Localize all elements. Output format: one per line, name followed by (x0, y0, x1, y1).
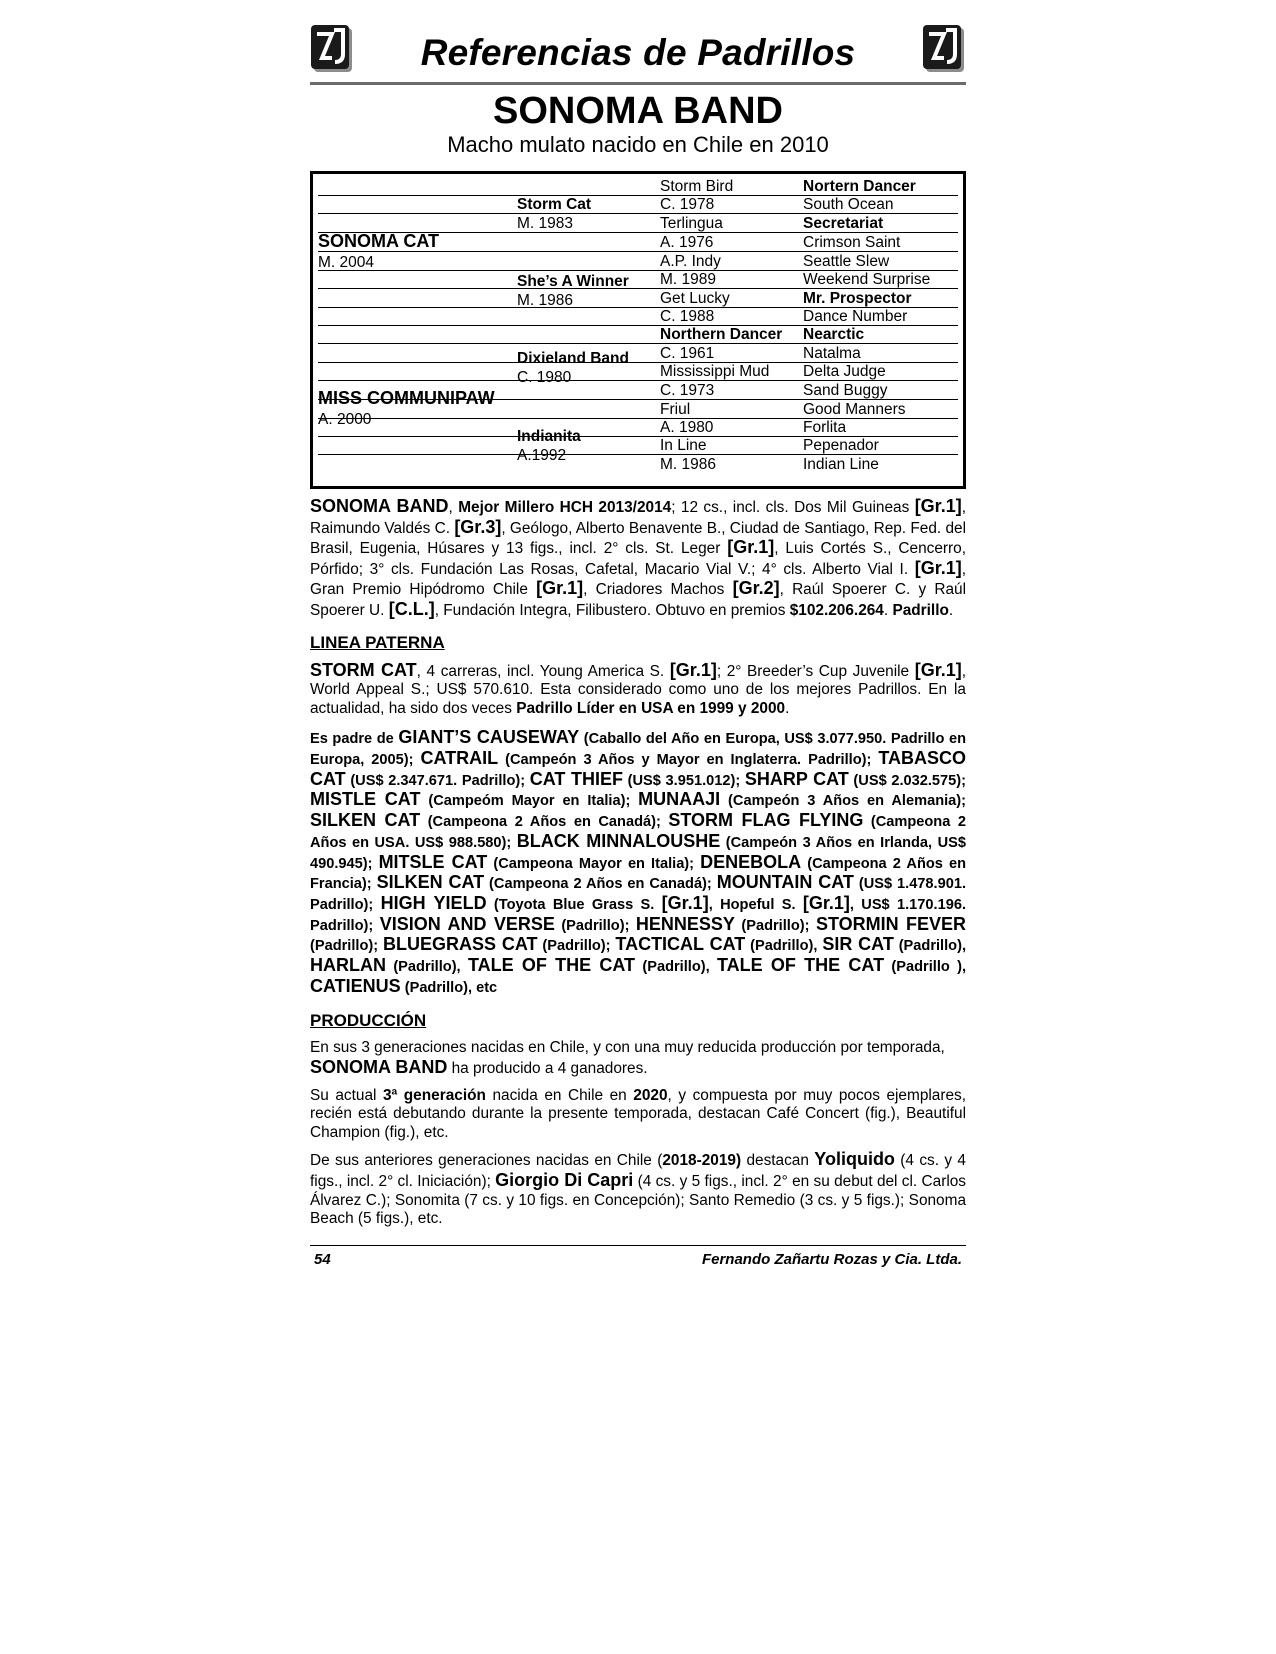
record-title: Mejor Millero HCH 2013/2014 (458, 499, 672, 516)
sire-sire-name: Storm Cat (517, 196, 592, 213)
paternal-line: STORM CAT, 4 carreras, incl. Young America S. [Gr.1]; 2° Breeder’s Cup Juvenile [Gr.1], World Appeal S.; US$ 570.610. Esta considerado como uno de los mejores Padrillos. En la actualidad, ha sido dos veces Padrillo Líder en USA en 1999 y 2000. (310, 659, 967, 717)
sire-dam-info: M. 1986 (517, 292, 574, 309)
pedigree-ancestor-col4: Nortern Dancer (803, 178, 916, 195)
pedigree-row-line (318, 270, 958, 271)
pedigree-row-line (318, 307, 958, 308)
progeny-name: TALE OF THE CAT (716, 955, 885, 976)
progeny-name: GIANT’S CAUSEWAY (398, 727, 580, 748)
pedigree-ancestor-col4: South Ocean (803, 196, 894, 213)
pedigree-ancestor-col3: A. 1976 (660, 234, 714, 251)
grade-badge: [Gr.1] (914, 659, 962, 680)
pedigree-ancestor-col4: Mr. Prospector (803, 290, 912, 307)
pedigree-ancestor-col4: Nearctic (803, 326, 865, 343)
production-paragraph-2: Su actual 3ª generación nacida en Chile en 2020, y compuesta por muy pocos ejemplares, recién está debutando durante la presente temporada, destacan Café Concert (fig.), Beautiful Champion (fig.), etc. (310, 1086, 967, 1141)
pedigree-row-line (318, 251, 958, 252)
pedigree-table (310, 171, 966, 489)
progeny-name: BLACK MINNALOUSHE (516, 830, 721, 851)
progeny-name: SILKEN CAT (376, 872, 485, 893)
progeny-name: TALE OF THE CAT (467, 955, 636, 976)
progeny-name: MOUNTAIN CAT (716, 872, 854, 893)
page-header (310, 22, 966, 80)
grade-badge: [C.L.] (388, 598, 435, 619)
pedigree-ancestor-col4: Sand Buggy (803, 382, 888, 399)
progeny-name: CATRAIL (420, 748, 499, 769)
pedigree-row-line (318, 418, 958, 419)
pedigree-row-line (318, 325, 958, 326)
progeny-name: DENEBOLA (700, 851, 802, 872)
production-paragraph-1: En sus 3 generaciones nacidas en Chile, y con una muy reducida producción por temporada, SONOMA BAND ha producido a 4 ganadores. (310, 1039, 945, 1078)
progeny-name: STORM FLAG FLYING (668, 810, 864, 831)
grade-badge: [Gr.1] (661, 892, 709, 913)
progeny-name: BLUEGRASS CAT (383, 934, 538, 955)
progeny-name: CATIENUS (310, 975, 401, 996)
pedigree-ancestor-col4: Dance Number (803, 308, 908, 325)
progeny-name: HENNESSY (635, 913, 735, 934)
progeny-name: HARLAN (310, 955, 386, 976)
pedigree-row-line (318, 436, 958, 437)
grade-badge: [Gr.1] (727, 537, 775, 558)
sire-info: M. 2004 (318, 254, 375, 271)
grade-badge: [Gr.1] (914, 496, 962, 516)
pedigree-row-line (318, 454, 958, 455)
progeny-name: MUNAAJI (638, 789, 721, 810)
race-record: SONOMA BAND, Mejor Millero HCH 2013/2014; 12 cs., incl. cls. Dos Mil Guineas [Gr.1], Raimundo Valdés C. [Gr.3], Geólogo, Alberto Benavente B., Ciudad de Santiago, Rep. Fed. del Brasil, Eugenia, Húsares y 13 figs., incl. 2° cls. St. Leger [Gr.1], Luis Cortés S., Cencerro, Pórfido; 3° cls. Fundación Las Rosas, Cafetal, Macario Vial V.; 4° cls. Alberto Vial I. [Gr.1], Gran Premio Hipódromo Chile [Gr.1], Criadores Machos [Gr.2], Raúl Spoerer C. y Raúl Spoerer U. [C.L.], Fundación Integra, Filibustero. Obtuvo en premios $102.206.264. Padrillo. (310, 496, 966, 619)
footer-divider (310, 1245, 966, 1246)
pedigree-ancestor-col3: A. 1980 (660, 419, 714, 436)
brand-logo-icon (922, 24, 966, 74)
grade-badge: [Gr.3] (454, 516, 502, 537)
pedigree-row-line (318, 380, 958, 381)
pedigree-ancestor-col3: C. 1961 (660, 345, 715, 362)
pedigree-ancestor-col3: C. 1973 (660, 382, 715, 399)
grade-badge: [Gr.1] (802, 892, 850, 913)
pedigree-ancestor-col3: C. 1988 (660, 308, 715, 325)
pedigree-ancestor-col3: Friul (660, 401, 691, 418)
record-status: Padrillo (892, 601, 949, 619)
pedigree-ancestor-col4: Seattle Slew (803, 253, 890, 270)
pedigree-row-line (318, 213, 958, 214)
pedigree-ancestor-col4: Delta Judge (803, 363, 886, 380)
production-paragraph-3: De sus anteriores generaciones nacidas en Chile (2018-2019) destacan Yoliquido (4 cs. y 4 figs., incl. 2° cl. Iniciación); Giorgio Di Capri (4 cs. y 5 figs., incl. 2° en su debut del cl. Carlos Álvarez C.); Sonomita (7 cs. y 10 figs. en Concepción); Santo Remedio (3 cs. y 5 figs.); Sonoma Beach (5 figs.), etc. (310, 1149, 966, 1228)
dam-dam-info: A.1992 (517, 447, 567, 464)
dam-sire-name: Dixieland Band (517, 350, 629, 367)
sire-dam-name: She’s A Winner (517, 273, 629, 290)
progeny-name: SIR CAT (822, 934, 894, 955)
pedigree-ancestor-col4: Forlita (803, 419, 847, 436)
dam-name: MISS COMMUNIPAW (318, 388, 495, 408)
pedigree-ancestor-col3: Storm Bird (660, 178, 734, 195)
section-heading-paterna: LINEA PATERNA (310, 632, 445, 652)
header-title: Referencias de Padrillos (420, 32, 856, 73)
progeny-name: VISION AND VERSE (379, 913, 555, 934)
pedigree-ancestor-col4: Secretariat (803, 215, 884, 232)
progeny-name: MITSLE CAT (378, 851, 488, 872)
pedigree-row-line (318, 343, 958, 344)
pedigree-ancestor-col3: M. 1989 (660, 271, 717, 288)
pedigree-ancestor-col4: Good Manners (803, 401, 906, 418)
company-name: Fernando Zañartu Rozas y Cia. Ltda. (701, 1251, 962, 1268)
progeny-name: HIGH YIELD (380, 892, 487, 913)
pedigree-ancestor-col3: A.P. Indy (660, 253, 721, 270)
horse-description: Macho mulato nacido en Chile en 2010 (447, 132, 829, 157)
sire-sire-info: M. 1983 (517, 215, 574, 232)
dam-dam-name: Indianita (517, 428, 581, 445)
page-number: 54 (314, 1251, 331, 1268)
progeny-name: TABASCO CAT (310, 748, 966, 789)
grade-badge: [Gr.1] (669, 659, 717, 680)
pedigree-row-line (318, 362, 958, 363)
dam-sire-info: C. 1980 (517, 369, 572, 386)
pedigree-row-line (318, 232, 958, 233)
record-earnings: $102.206.264 (789, 601, 884, 619)
progeny-list: Es padre de GIANT’S CAUSEWAY (Caballo del Año en Europa, US$ 3.077.950. Padrillo en Europa, 2005); CATRAIL (Campeón 3 Años y Mayor en Inglaterra. Padrillo); TABASCO CAT (US$ 2.347.671. Padrillo); CAT THIEF (US$ 3.951.012); SHARP CAT (US$ 2.032.575); MISTLE CAT (Campeóm Mayor en Italia); MUNAAJI (Campeón 3 Años en Alemania); SILKEN CAT (Campeona 2 Años en Canadá); STORM FLAG FLYING (Campeona 2 Años en USA. US$ 988.580); BLACK MINNALOUSHE (Campeón 3 Años en Irlanda, US$ 490.945); MITSLE CAT (Campeona Mayor en Italia); DENEBOLA (Campeona 2 Años en Francia); SILKEN CAT (Campeona 2 Años en Canadá); MOUNTAIN CAT (US$ 1.478.901. Padrillo); HIGH YIELD (Toyota Blue Grass S. [Gr.1], Hopeful S. [Gr.1], US$ 1.170.196. Padrillo); VISION AND VERSE (Padrillo); HENNESSY (Padrillo); STORMIN FEVER (Padrillo); BLUEGRASS CAT (Padrillo); TACTICAL CAT (Padrillo), SIR CAT (Padrillo), HARLAN (Padrillo), TALE OF THE CAT (Padrillo), TALE OF THE CAT (Padrillo ), CATIENUS (Padrillo), etc (310, 727, 967, 996)
progeny-name: TACTICAL CAT (615, 934, 746, 955)
pedigree-row-line (318, 195, 958, 196)
pedigree-ancestor-col3: Northern Dancer (660, 326, 783, 343)
pedigree-ancestor-col3: Terlingua (660, 215, 723, 232)
progeny-name: SILKEN CAT (310, 810, 421, 831)
pedigree-ancestor-col3: M. 1986 (660, 456, 717, 473)
paternal-sire-name: STORM CAT (310, 659, 417, 680)
page (310, 22, 966, 1229)
pedigree-ancestor-col4: Natalma (803, 345, 861, 362)
pedigree-row-line (318, 288, 958, 289)
section-heading-produccion: PRODUCCIÓN (310, 1011, 427, 1031)
dam-info: A. 2000 (318, 411, 372, 428)
progeny-name: SHARP CAT (744, 768, 849, 789)
pedigree-row-line (318, 399, 958, 400)
horse-name: SONOMA BAND (493, 90, 783, 132)
grade-badge: [Gr.2] (732, 578, 780, 599)
grade-badge: [Gr.1] (914, 557, 962, 578)
pedigree-ancestor-col3: Mississippi Mud (660, 363, 770, 380)
pedigree-ancestor-col4: Indian Line (803, 456, 879, 473)
progeny-name: MISTLE CAT (310, 789, 421, 810)
header-divider (310, 82, 966, 85)
pedigree-ancestor-col4: Crimson Saint (803, 234, 901, 251)
pedigree-ancestor-col3: C. 1978 (660, 196, 715, 213)
pedigree-ancestor-col4: Pepenador (803, 437, 879, 454)
pedigree-ancestor-col4: Weekend Surprise (803, 271, 931, 288)
pedigree-ancestor-col3: Get Lucky (660, 290, 730, 307)
progeny-name: CAT THIEF (529, 768, 623, 789)
progeny-name: STORMIN FEVER (815, 913, 967, 934)
grade-badge: [Gr.1] (536, 578, 584, 599)
pedigree-ancestor-col3: In Line (660, 437, 707, 454)
sire-name: SONOMA CAT (318, 231, 439, 251)
record-horse-name: SONOMA BAND (310, 496, 449, 516)
